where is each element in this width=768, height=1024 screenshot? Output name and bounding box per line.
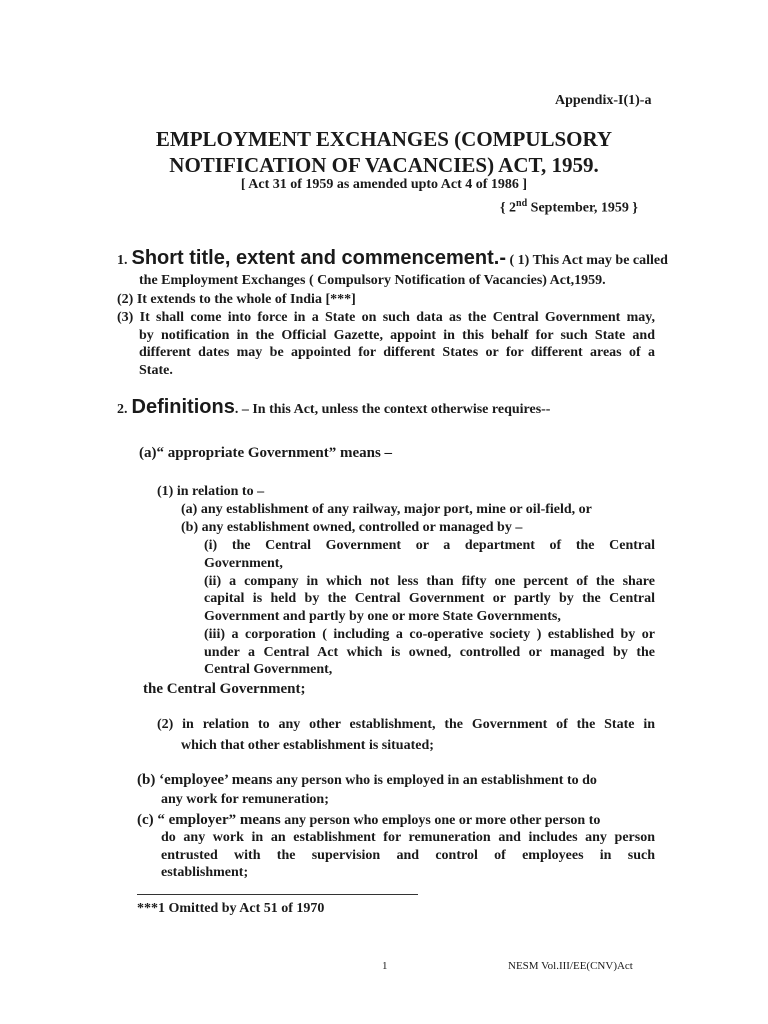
definition-a1-tail: the Central Government; bbox=[143, 681, 306, 697]
definition-a-heading: (a)“ appropriate Government” means – bbox=[139, 445, 393, 461]
appendix-label: Appendix-I(1)-a bbox=[555, 93, 652, 108]
definition-a1-intro: (1) in relation to – bbox=[157, 484, 265, 499]
definition-c-line2: do any work in an establishment for remuneration and includes any person bbox=[161, 830, 655, 845]
definition-b-line1: (b) ‘employee’ means any person who is employed in an establishment to do bbox=[137, 772, 597, 788]
definition-a1-b-iii-line2: under a Central Act which is owned, controlled or managed by the bbox=[204, 645, 655, 660]
definition-a1-b-i-line2: Government, bbox=[204, 556, 283, 571]
definition-a1-b: (b) any establishment owned, controlled or managed by – bbox=[181, 520, 523, 535]
section1-item3-line3: different dates may be appointed for different States or for different areas of a bbox=[139, 345, 655, 360]
section1-item3-line1: (3) It shall come into force in a State on such data as the Central Government may, bbox=[117, 310, 655, 325]
definition-c-line1: (c) “ employer” means any person who employs one or more other person to bbox=[137, 812, 601, 828]
section1-item2: (2) It extends to the whole of India [***] bbox=[117, 292, 356, 307]
footnote-divider bbox=[137, 894, 418, 895]
section1-number: 1. bbox=[117, 253, 128, 268]
definition-b-line2: any work for remuneration; bbox=[161, 792, 329, 807]
definition-c-label: (c) “ employer” means bbox=[137, 812, 281, 828]
section1-item3-line4: State. bbox=[139, 363, 173, 378]
definition-a1-b-iii-line1: (iii) a corporation ( including a co-operative society ) established by or bbox=[204, 627, 655, 642]
page-number: 1 bbox=[382, 960, 388, 972]
definition-c-line4: establishment; bbox=[161, 865, 249, 880]
definition-a1-b-iii-line3: Central Government, bbox=[204, 662, 333, 677]
act-title-line1: EMPLOYMENT EXCHANGES (COMPULSORY bbox=[155, 127, 613, 151]
section2-heading: Definitions bbox=[131, 396, 235, 418]
section1-item3-line2: by notification in the Official Gazette, appoint in this behalf for such State and bbox=[139, 328, 655, 343]
definition-b-label: (b) ‘employee’ means bbox=[137, 772, 273, 788]
amendment-note: [ Act 31 of 1959 as amended upto Act 4 of 1986 ] bbox=[240, 177, 528, 192]
section1-heading-line bbox=[117, 247, 668, 270]
section2-number: 2. bbox=[117, 402, 128, 417]
definition-a1-b-ii-line3: Government and partly by one or more State Governments, bbox=[204, 609, 561, 624]
act-date: { 2nd September, 1959 } bbox=[500, 198, 638, 216]
definition-c-line3: entrusted with the supervision and control of employees in such bbox=[161, 848, 655, 863]
definition-a1-b-ii-line1: (ii) a company in which not less than fifty one percent of the share bbox=[204, 574, 655, 589]
definition-a2-line2: which that other establishment is situated; bbox=[181, 738, 434, 753]
section1-lead: ( 1) This Act may be called bbox=[506, 253, 668, 268]
definition-a1-a: (a) any establishment of any railway, major port, mine or oil-field, or bbox=[181, 502, 592, 517]
definition-a1-b-i-line1: (i) the Central Government or a department of the Central bbox=[204, 538, 655, 553]
section1-heading: Short title, extent and commencement.- bbox=[131, 247, 507, 269]
definition-a2-line1: (2) in relation to any other establishment, the Government of the State in bbox=[157, 717, 655, 732]
section2-heading-line bbox=[117, 396, 550, 419]
definition-a1-b-ii-line2: capital is held by the Central Government or partly by the Central bbox=[204, 591, 655, 606]
footer-reference: NESM Vol.III/EE(CNV)Act bbox=[508, 960, 633, 972]
section2-lead: . – In this Act, unless the context otherwise requires-- bbox=[234, 402, 551, 417]
act-title-line2: NOTIFICATION OF VACANCIES) ACT, 1959. bbox=[169, 153, 599, 177]
footnote: ***1 Omitted by Act 51 of 1970 bbox=[137, 901, 325, 916]
section1-line2: the Employment Exchanges ( Compulsory Notification of Vacancies) Act,1959. bbox=[139, 273, 606, 288]
